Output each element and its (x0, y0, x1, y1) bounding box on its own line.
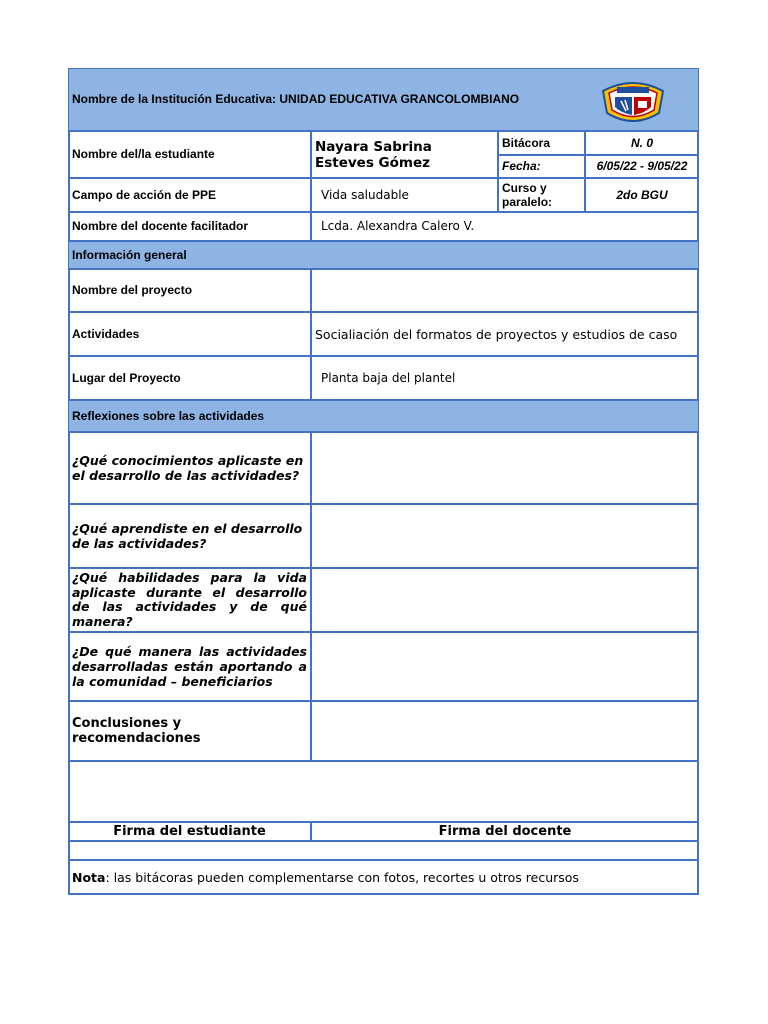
student-name: Nayara Sabrina Esteves Gómez (315, 138, 432, 171)
spacer-row (68, 841, 699, 860)
question-4: ¿De qué manera las actividades desarrolladas están aportando a la comunidad – beneficiarios (72, 644, 307, 689)
lugar-value-cell (311, 356, 699, 400)
nota-cell (68, 860, 699, 895)
reflexiones-label: Reflexiones sobre las actividades (72, 408, 265, 423)
nota-label: Nota (72, 870, 106, 885)
bitacora-label-cell (498, 131, 585, 155)
campo-value: Vida saludable (321, 187, 409, 202)
firma-docente-cell (311, 822, 699, 841)
reflexiones-header (68, 400, 699, 432)
docente-value: Lcda. Alexandra Calero V. (321, 219, 475, 233)
info-general-label: Información general (72, 247, 187, 262)
question-1: ¿Qué conocimientos aplicaste en el desarrollo de las actividades? (72, 453, 304, 483)
answer-2-cell[interactable] (311, 504, 699, 568)
question-1-cell (68, 432, 311, 504)
actividades-label-cell (68, 312, 311, 356)
answer-4-cell[interactable] (311, 632, 699, 701)
actividades-label: Actividades (72, 326, 140, 341)
actividades-value-cell (311, 312, 699, 356)
firma-docente-label: Firma del docente (438, 824, 572, 839)
signature-space (68, 761, 699, 822)
question-2: ¿Qué aprendiste en el desarrollo de las actividades? (72, 521, 303, 551)
conclusiones-label-cell (68, 701, 311, 761)
student-label-cell (68, 131, 311, 178)
fecha-label: Fecha: (502, 159, 541, 173)
question-4-cell (68, 632, 311, 701)
conclusiones-value-cell[interactable] (311, 701, 699, 761)
question-3: ¿Qué habilidades para la vida aplicaste durante el desarrollo de las actividades y de qué manera? (72, 570, 307, 629)
nota-text: : las bitácoras pueden complementarse con fotos, recortes u otros recursos (105, 870, 579, 885)
institution-label: Nombre de la Institución Educativa: UNIDAD EDUCATIVA GRANCOLOMBIANO (72, 92, 520, 106)
lugar-value: Planta baja del plantel (321, 370, 456, 385)
firma-estudiante-cell (68, 822, 311, 841)
docente-value-cell (311, 212, 699, 241)
firma-estudiante-label: Firma del estudiante (113, 824, 266, 839)
lugar-label: Lugar del Proyecto (72, 370, 181, 385)
curso-value-cell (585, 178, 699, 212)
curso-label-cell (498, 178, 585, 212)
proyecto-label: Nombre del proyecto (72, 283, 193, 297)
proyecto-value-cell[interactable] (311, 269, 699, 312)
docente-label: Nombre del docente facilitador (72, 219, 249, 233)
fecha-label-cell (498, 155, 585, 178)
campo-label: Campo de acción de PPE (72, 187, 217, 202)
question-2-cell (68, 504, 311, 568)
answer-1-cell[interactable] (311, 432, 699, 504)
curso-label: Curso y paralelo: (502, 181, 553, 209)
student-name-cell (311, 131, 498, 178)
fecha-value-cell (585, 155, 699, 178)
conclusiones-label: Conclusiones y recomendaciones (72, 716, 201, 746)
school-crest-icon (599, 77, 667, 127)
info-general-header (68, 241, 699, 269)
bitacora-value: N. 0 (630, 135, 653, 150)
proyecto-label-cell (68, 269, 311, 312)
actividades-value: Socialiación del formatos de proyectos y estudios de caso (315, 326, 678, 342)
fecha-value: 6/05/22 - 9/05/22 (596, 159, 688, 173)
lugar-label-cell (68, 356, 311, 400)
docente-label-cell (68, 212, 311, 241)
bitacora-label: Bitácora (502, 135, 551, 150)
curso-value: 2do BGU (616, 187, 668, 202)
answer-3-cell[interactable] (311, 568, 699, 632)
student-label: Nombre del/la estudiante (72, 147, 215, 161)
campo-label-cell (68, 178, 311, 212)
bitacora-value-cell (585, 131, 699, 155)
question-3-cell (68, 568, 311, 632)
campo-value-cell (311, 178, 498, 212)
